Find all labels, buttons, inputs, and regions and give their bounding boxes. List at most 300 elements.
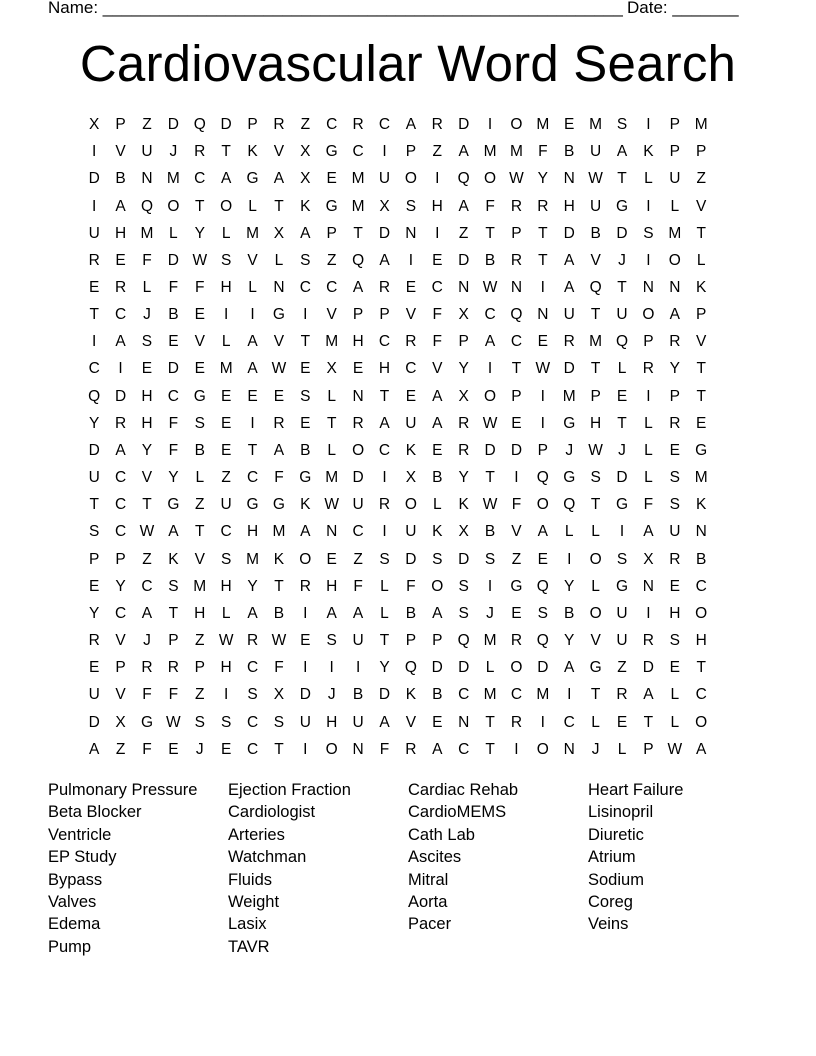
grid-letter: V	[405, 713, 417, 731]
page-title: Cardiovascular Word Search	[79, 35, 737, 92]
grid-letter: L	[617, 360, 627, 378]
grid-letter: E	[432, 251, 443, 269]
grid-letter: E	[220, 441, 232, 459]
grid-letter: G	[615, 197, 629, 215]
grid-letter: T	[195, 197, 205, 215]
grid-letter: M	[351, 170, 365, 188]
grid-letter: E	[168, 740, 179, 758]
grid-letter: B	[352, 686, 364, 704]
grid-letter: M	[509, 143, 523, 161]
grid-letter: E	[511, 414, 522, 432]
grid-letter: L	[380, 604, 389, 622]
grid-letter: E	[141, 360, 153, 378]
grid-letter: S	[273, 713, 285, 731]
grid-letter: O	[536, 740, 549, 758]
grid-letter: S	[616, 550, 628, 568]
grid-letter: A	[432, 414, 443, 432]
grid-letter: C	[431, 279, 443, 297]
grid-letter: V	[115, 632, 126, 650]
grid-letter: M	[272, 523, 286, 541]
word-list-item: Watchman	[228, 848, 307, 867]
grid-letter: T	[643, 713, 654, 731]
grid-letter: C	[114, 496, 127, 514]
grid-letter: V	[696, 197, 707, 215]
grid-letter: M	[668, 224, 682, 242]
grid-row	[81, 573, 741, 600]
grid-letter: O	[404, 496, 417, 514]
grid-letter: G	[272, 306, 285, 324]
grid-letter: G	[140, 713, 153, 731]
grid-letter: C	[141, 577, 153, 595]
grid-letter: P	[669, 116, 680, 134]
grid-letter: S	[484, 550, 496, 568]
grid-letter: S	[643, 224, 654, 242]
grid-letter: N	[563, 740, 575, 758]
grid-letter: U	[590, 197, 602, 215]
grid-letter: U	[352, 496, 364, 514]
grid-letter: F	[195, 279, 205, 297]
grid-letter: R	[378, 279, 391, 297]
word-list-item: Sodium	[588, 870, 644, 889]
grid-letter: D	[431, 659, 443, 677]
grid-letter: L	[221, 604, 231, 622]
grid-letter: Q	[140, 197, 153, 215]
grid-letter: L	[248, 197, 257, 215]
grid-letter: Q	[457, 170, 470, 188]
grid-letter: X	[273, 224, 285, 242]
grid-letter: T	[590, 496, 601, 514]
grid-letter: C	[695, 577, 707, 595]
grid-letter: U	[378, 170, 391, 188]
grid-letter: G	[246, 496, 259, 514]
grid-letter: L	[221, 224, 231, 242]
grid-letter: S	[141, 333, 153, 351]
grid-letter: P	[194, 659, 205, 677]
grid-letter: A	[484, 333, 496, 351]
word-list-item: Pacer	[408, 915, 452, 934]
grid-letter: W	[482, 496, 498, 514]
grid-letter: Q	[563, 496, 576, 514]
grid-letter: P	[696, 306, 707, 324]
grid-letter: V	[115, 143, 126, 161]
grid-letter: R	[669, 550, 681, 568]
grid-letter: U	[616, 604, 628, 622]
word-list-item: Cath Lab	[408, 825, 475, 844]
grid-letter: E	[616, 713, 628, 731]
grid-letter: D	[220, 116, 232, 134]
word-list-item: Cardiac Rehab	[408, 781, 519, 799]
grid-letter: I	[382, 143, 387, 161]
grid-letter: N	[563, 170, 575, 188]
grid-letter: T	[274, 577, 284, 595]
grid-letter: Z	[432, 143, 442, 161]
grid-letter: O	[167, 197, 180, 215]
grid-letter: E	[89, 659, 100, 677]
word-list	[48, 779, 768, 959]
grid-row	[81, 301, 741, 328]
grid-letter: B	[300, 441, 311, 459]
grid-letter: C	[220, 523, 232, 541]
grid-letter: Z	[142, 116, 152, 134]
grid-letter: Q	[536, 469, 549, 487]
grid-letter: X	[405, 469, 417, 487]
grid-row	[81, 274, 741, 301]
grid-letter: S	[590, 469, 601, 487]
grid-letter: T	[485, 224, 495, 242]
grid-letter: R	[273, 116, 285, 134]
grid-row	[81, 165, 741, 192]
grid-letter: N	[352, 387, 364, 405]
grid-letter: C	[510, 333, 523, 351]
grid-letter: N	[352, 740, 364, 758]
grid-letter: L	[591, 713, 600, 731]
name-field-line: Name: _______________________________________________________	[48, 0, 623, 17]
grid-letter: T	[538, 224, 548, 242]
grid-letter: S	[168, 577, 179, 595]
grid-letter: C	[326, 116, 338, 134]
grid-letter: L	[248, 279, 257, 297]
grid-letter: S	[616, 116, 628, 134]
grid-letter: Z	[458, 224, 469, 242]
grid-letter: F	[511, 496, 522, 514]
grid-letter: P	[696, 143, 707, 161]
grid-letter: U	[669, 523, 681, 541]
grid-letter: R	[510, 251, 523, 269]
grid-letter: N	[273, 279, 285, 297]
grid-letter: T	[353, 224, 363, 242]
grid-letter: E	[220, 414, 232, 432]
grid-letter: F	[168, 279, 179, 297]
grid-letter: D	[616, 224, 628, 242]
grid-letter: F	[406, 577, 416, 595]
grid-letter: T	[538, 251, 548, 269]
grid-letter: S	[89, 523, 100, 541]
grid-letter: T	[590, 686, 601, 704]
grid-letter: R	[458, 441, 470, 459]
grid-letter: P	[115, 116, 126, 134]
grid-letter: S	[300, 387, 311, 405]
grid-letter: C	[88, 360, 100, 378]
grid-letter: H	[220, 659, 232, 677]
grid-letter: C	[378, 333, 391, 351]
grid-letter: B	[273, 604, 285, 622]
grid-letter: T	[326, 414, 337, 432]
grid-letter: I	[303, 659, 308, 677]
grid-letter: J	[565, 441, 574, 459]
grid-letter: A	[379, 251, 390, 269]
grid-row	[81, 437, 741, 464]
grid-letter: Q	[352, 251, 365, 269]
grid-letter: L	[327, 387, 337, 405]
grid-letter: G	[167, 496, 180, 514]
grid-letter: U	[88, 686, 100, 704]
grid-letter: G	[299, 469, 312, 487]
grid-letter: M	[193, 577, 207, 595]
grid-letter: C	[458, 686, 470, 704]
grid-letter: D	[167, 251, 179, 269]
grid-row	[81, 192, 741, 219]
grid-letter: U	[616, 632, 628, 650]
grid-letter: R	[510, 632, 523, 650]
word-list-column	[228, 779, 408, 958]
grid-letter: A	[273, 170, 285, 188]
grid-letter: M	[246, 224, 259, 242]
grid-letter: F	[643, 496, 654, 514]
grid-letter: P	[405, 632, 417, 650]
grid-letter: T	[617, 279, 627, 297]
grid-letter: R	[537, 197, 549, 215]
grid-letter: G	[615, 496, 629, 514]
grid-letter: L	[274, 251, 284, 269]
grid-letter: S	[300, 251, 311, 269]
word-list-item: Atrium	[588, 848, 636, 867]
grid-letter: E	[405, 279, 417, 297]
grid-letter: X	[300, 143, 311, 161]
word-list-item: Coreg	[588, 893, 633, 912]
grid-row	[81, 220, 741, 247]
letter-grid	[81, 111, 741, 763]
grid-letter: J	[486, 604, 494, 622]
grid-letter: A	[115, 333, 126, 351]
grid-letter: V	[115, 686, 126, 704]
grid-letter: Q	[615, 333, 629, 351]
grid-letter: Q	[536, 577, 549, 595]
grid-letter: D	[88, 713, 100, 731]
grid-letter: T	[617, 414, 627, 432]
grid-letter: I	[646, 387, 651, 405]
grid-letter: P	[511, 387, 522, 405]
grid-letter: U	[405, 414, 417, 432]
grid-letter: I	[646, 197, 651, 215]
grid-letter: E	[220, 387, 232, 405]
grid-letter: K	[300, 496, 311, 514]
grid-row	[81, 681, 741, 708]
grid-letter: T	[274, 197, 284, 215]
grid-letter: A	[537, 523, 548, 541]
grid-letter: X	[300, 170, 311, 188]
grid-letter: A	[405, 116, 417, 134]
grid-letter: F	[379, 740, 390, 758]
grid-letter: R	[167, 659, 179, 677]
grid-letter: R	[510, 713, 523, 731]
grid-letter: C	[246, 713, 259, 731]
grid-letter: R	[88, 251, 100, 269]
grid-row	[81, 383, 741, 410]
grid-row	[81, 736, 741, 763]
grid-letter: T	[247, 441, 258, 459]
grid-letter: E	[432, 713, 443, 731]
grid-letter: I	[646, 251, 651, 269]
grid-letter: A	[379, 414, 390, 432]
grid-letter: R	[669, 333, 681, 351]
grid-letter: B	[432, 469, 443, 487]
grid-letter: W	[667, 740, 683, 758]
grid-letter: T	[195, 523, 205, 541]
grid-letter: L	[670, 686, 680, 704]
grid-letter: K	[643, 143, 654, 161]
grid-letter: I	[540, 387, 545, 405]
grid-letter: B	[194, 441, 205, 459]
grid-letter: S	[220, 251, 232, 269]
grid-letter: G	[510, 577, 523, 595]
grid-letter: R	[114, 414, 127, 432]
grid-letter: A	[643, 523, 654, 541]
grid-letter: U	[141, 143, 153, 161]
word-list-item: Weight	[228, 893, 280, 912]
grid-letter: P	[669, 143, 680, 161]
date-field-line: Date: _______	[627, 0, 739, 17]
grid-letter: A	[352, 604, 364, 622]
grid-letter: M	[562, 387, 576, 405]
grid-letter: E	[352, 360, 364, 378]
grid-letter: M	[483, 632, 497, 650]
grid-letter: X	[643, 550, 654, 568]
grid-row	[81, 247, 741, 274]
word-list-item: Pulmonary Pressure	[48, 781, 198, 799]
grid-letter: D	[458, 550, 470, 568]
grid-letter: B	[115, 170, 126, 188]
grid-letter: W	[218, 632, 234, 650]
grid-letter: O	[642, 306, 655, 324]
grid-letter: A	[432, 387, 443, 405]
grid-letter: S	[194, 414, 205, 432]
grid-letter: C	[246, 659, 259, 677]
grid-letter: R	[273, 414, 285, 432]
grid-letter: Z	[617, 659, 627, 677]
grid-letter: D	[352, 469, 364, 487]
grid-letter: T	[696, 224, 706, 242]
grid-letter: N	[326, 523, 338, 541]
grid-letter: H	[141, 387, 153, 405]
grid-letter: H	[431, 197, 443, 215]
grid-letter: L	[169, 224, 178, 242]
grid-letter: P	[115, 550, 126, 568]
grid-letter: W	[509, 170, 524, 188]
grid-letter: R	[352, 116, 364, 134]
word-list-item: Ventricle	[48, 825, 112, 844]
grid-letter: Z	[326, 251, 337, 269]
grid-letter: C	[167, 387, 179, 405]
grid-letter: M	[219, 360, 233, 378]
grid-letter: G	[325, 197, 338, 215]
grid-letter: C	[114, 604, 127, 622]
grid-letter: S	[669, 496, 680, 514]
grid-letter: C	[378, 441, 391, 459]
grid-letter: U	[352, 713, 364, 731]
grid-letter: U	[590, 143, 602, 161]
grid-letter: C	[114, 523, 127, 541]
grid-letter: R	[458, 414, 470, 432]
grid-letter: X	[326, 360, 337, 378]
grid-letter: I	[92, 143, 97, 161]
grid-letter: C	[194, 170, 206, 188]
grid-letter: O	[299, 550, 312, 568]
grid-letter: C	[246, 740, 259, 758]
grid-letter: I	[487, 116, 493, 134]
grid-letter: V	[696, 333, 707, 351]
grid-letter: A	[643, 686, 654, 704]
grid-letter: W	[324, 496, 340, 514]
grid-letter: S	[220, 713, 232, 731]
grid-letter: O	[589, 550, 602, 568]
grid-letter: V	[590, 251, 601, 269]
grid-letter: F	[485, 197, 495, 215]
grid-letter: H	[590, 414, 602, 432]
grid-letter: A	[564, 279, 575, 297]
grid-letter: H	[326, 577, 338, 595]
word-list-column	[588, 779, 768, 936]
grid-letter: I	[303, 306, 308, 324]
grid-letter: I	[514, 740, 519, 758]
word-list-item: TAVR	[228, 937, 270, 956]
grid-letter: O	[510, 116, 523, 134]
grid-letter: H	[563, 197, 575, 215]
grid-letter: F	[274, 469, 284, 487]
grid-letter: H	[378, 360, 391, 378]
grid-letter: I	[250, 306, 255, 324]
grid-letter: D	[167, 360, 179, 378]
grid-row	[81, 464, 741, 491]
grid-letter: S	[432, 550, 443, 568]
grid-letter: G	[563, 469, 576, 487]
grid-letter: E	[300, 632, 311, 650]
grid-letter: A	[247, 604, 258, 622]
grid-letter: Z	[115, 740, 126, 758]
grid-letter: V	[273, 333, 285, 351]
grid-letter: A	[432, 740, 443, 758]
grid-row	[81, 138, 741, 165]
grid-letter: M	[694, 116, 708, 134]
grid-letter: F	[168, 441, 179, 459]
grid-letter: I	[223, 306, 229, 324]
grid-letter: X	[458, 306, 469, 324]
grid-letter: O	[352, 441, 365, 459]
word-list-item: Valves	[48, 893, 97, 912]
grid-letter: F	[142, 686, 152, 704]
grid-letter: D	[458, 116, 470, 134]
grid-letter: E	[326, 170, 337, 188]
grid-letter: A	[300, 523, 311, 541]
grid-letter: D	[616, 469, 628, 487]
grid-letter: P	[458, 333, 469, 351]
grid-letter: Y	[141, 441, 153, 459]
grid-letter: N	[458, 713, 470, 731]
grid-letter: J	[618, 441, 626, 459]
grid-letter: J	[169, 143, 178, 161]
grid-letter: T	[485, 469, 495, 487]
grid-letter: I	[487, 360, 493, 378]
grid-letter: A	[115, 441, 126, 459]
grid-letter: G	[325, 143, 338, 161]
grid-letter: Y	[458, 360, 469, 378]
grid-letter: Y	[89, 604, 100, 622]
grid-letter: U	[220, 496, 232, 514]
grid-letter: L	[670, 713, 680, 731]
grid-letter: T	[617, 170, 627, 188]
grid-letter: E	[537, 550, 548, 568]
grid-letter: F	[432, 306, 442, 324]
grid-letter: I	[540, 414, 545, 432]
grid-letter: O	[325, 740, 338, 758]
grid-letter: T	[485, 713, 495, 731]
grid-letter: H	[220, 279, 232, 297]
grid-letter: C	[114, 469, 127, 487]
word-list-item: Mitral	[408, 870, 449, 889]
grid-letter: U	[88, 469, 100, 487]
grid-letter: Y	[247, 577, 258, 595]
grid-letter: D	[458, 659, 470, 677]
grid-letter: K	[696, 496, 707, 514]
